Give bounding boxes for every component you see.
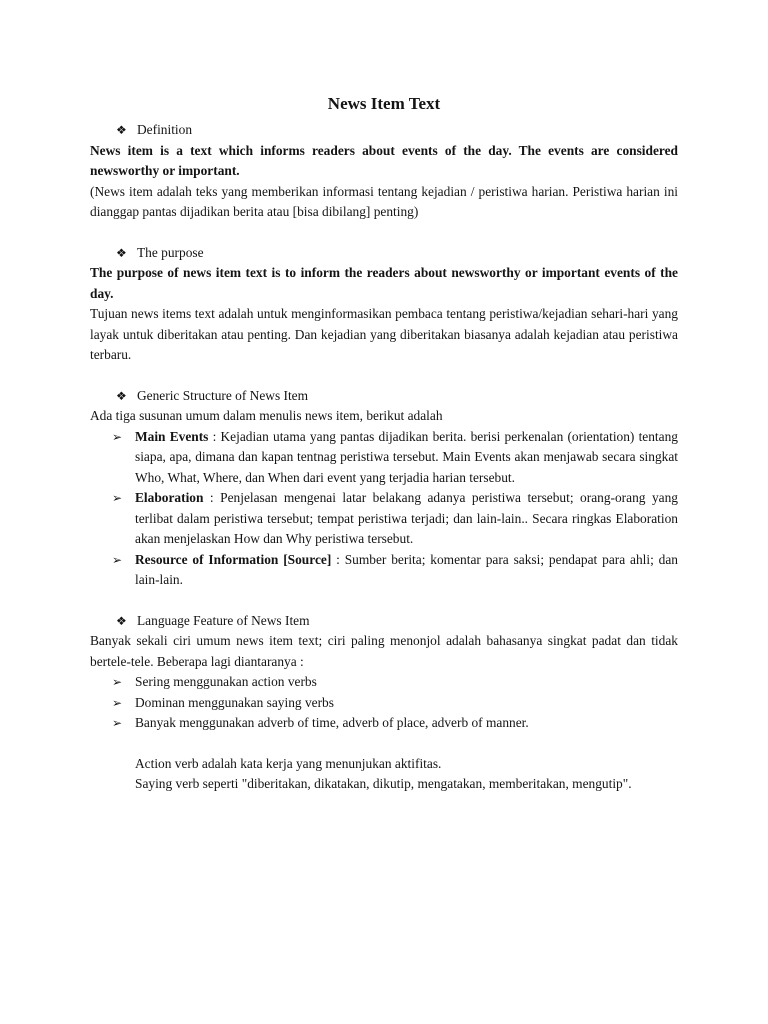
arrow-bullet-icon: ➢ bbox=[112, 552, 123, 567]
list-item bbox=[90, 713, 678, 734]
arrow-bullet-icon: ➢ bbox=[112, 491, 123, 505]
list-item bbox=[90, 427, 678, 489]
document-title: News Item Text bbox=[327, 94, 441, 113]
section-heading-label: Language Feature of News Item bbox=[137, 612, 310, 628]
list-item bbox=[90, 550, 678, 591]
term-description: : Sumber berita; komentar para saksi; pendapat para ahli; dan lain-lain. bbox=[135, 551, 678, 587]
section-heading-label: Definition bbox=[137, 122, 193, 137]
term-label: Resource of Information [Source] bbox=[135, 551, 332, 567]
term-label: Main Events bbox=[135, 428, 209, 444]
definition-indonesian: (News item adalah teks yang memberikan informasi tentang kejadian / peristiwa harian. Peristiwa harian ini dianggap pantas dijadikan berita atau [bisa dibilang] penting) bbox=[90, 183, 678, 219]
arrow-bullet-icon: ➢ bbox=[112, 675, 123, 689]
list-item bbox=[90, 672, 678, 693]
document-body bbox=[90, 92, 678, 795]
list-item-text: Sering menggunakan action verbs bbox=[135, 674, 317, 689]
diamond-bullet-icon: ❖ bbox=[116, 388, 127, 403]
section-heading-label: The purpose bbox=[137, 244, 204, 260]
term-description: : Kejadian utama yang pantas dijadikan berita. berisi perkenalan (orientation) tentang siapa, apa, dimana dan kapan tentnag peristiwa tersebut. Main Events akan menjawab secara singkat Who, What, Where, dan When dari event yang terjadia harian tersebut. bbox=[135, 428, 678, 485]
note-action-verb: Action verb adalah kata kerja yang menunjukan aktifitas. bbox=[135, 755, 442, 771]
list-item-text: Dominan menggunakan saying verbs bbox=[135, 694, 334, 710]
section-heading-label: Generic Structure of News Item bbox=[137, 387, 309, 403]
diamond-bullet-icon: ❖ bbox=[116, 123, 127, 137]
term-description: : Penjelasan mengenai latar belakang adanya peristiwa tersebut; orang-orang yang terlibat dalam peristiwa tersebut; tempat peristiwa terjadi; dan lain-lain.. Secara ringkas Elaboration akan menjelaskan How dan Why peristiwa tersebut. bbox=[135, 490, 678, 546]
structure-list bbox=[90, 427, 678, 591]
purpose-indonesian: Tujuan news items text adalah untuk menginformasikan pembaca tentang peristiwa/kejadian sehari-hari yang layak untuk diberitakan atau penting. Dan kejadian yang diberitakan biasanya adalah kejadian atau peristiwa terbaru. bbox=[90, 306, 678, 362]
arrow-bullet-icon: ➢ bbox=[112, 716, 123, 730]
structure-intro: Ada tiga susunan umum dalam menulis news item, berikut adalah bbox=[90, 408, 443, 423]
language-list bbox=[90, 672, 678, 734]
note-saying-verb: Saying verb seperti "diberitakan, dikatakan, dikutip, mengatakan, memberitakan, mengutip". bbox=[135, 776, 632, 791]
arrow-bullet-icon: ➢ bbox=[112, 429, 123, 444]
section-heading-structure bbox=[90, 386, 678, 407]
term-label: Elaboration bbox=[135, 490, 204, 505]
list-item-text: Banyak menggunakan adverb of time, adverb of place, adverb of manner. bbox=[135, 715, 529, 730]
diamond-bullet-icon: ❖ bbox=[116, 613, 127, 628]
language-intro: Banyak sekali ciri umum news item text; ciri paling menonjol adalah bahasanya singkat padat dan tidak bertele-tele. Beberapa lagi diantaranya : bbox=[90, 633, 678, 669]
list-item bbox=[90, 693, 678, 714]
section-heading-definition bbox=[90, 120, 678, 141]
section-heading-purpose bbox=[90, 243, 678, 264]
diamond-bullet-icon: ❖ bbox=[116, 245, 127, 260]
arrow-bullet-icon: ➢ bbox=[112, 695, 123, 710]
definition-english: News item is a text which informs readers about events of the day. The events are considered newsworthy or important. bbox=[90, 142, 678, 178]
purpose-english: The purpose of news item text is to inform the readers about newsworthy or important events of the day. bbox=[90, 265, 678, 301]
section-heading-language bbox=[90, 611, 678, 632]
list-item bbox=[90, 488, 678, 550]
